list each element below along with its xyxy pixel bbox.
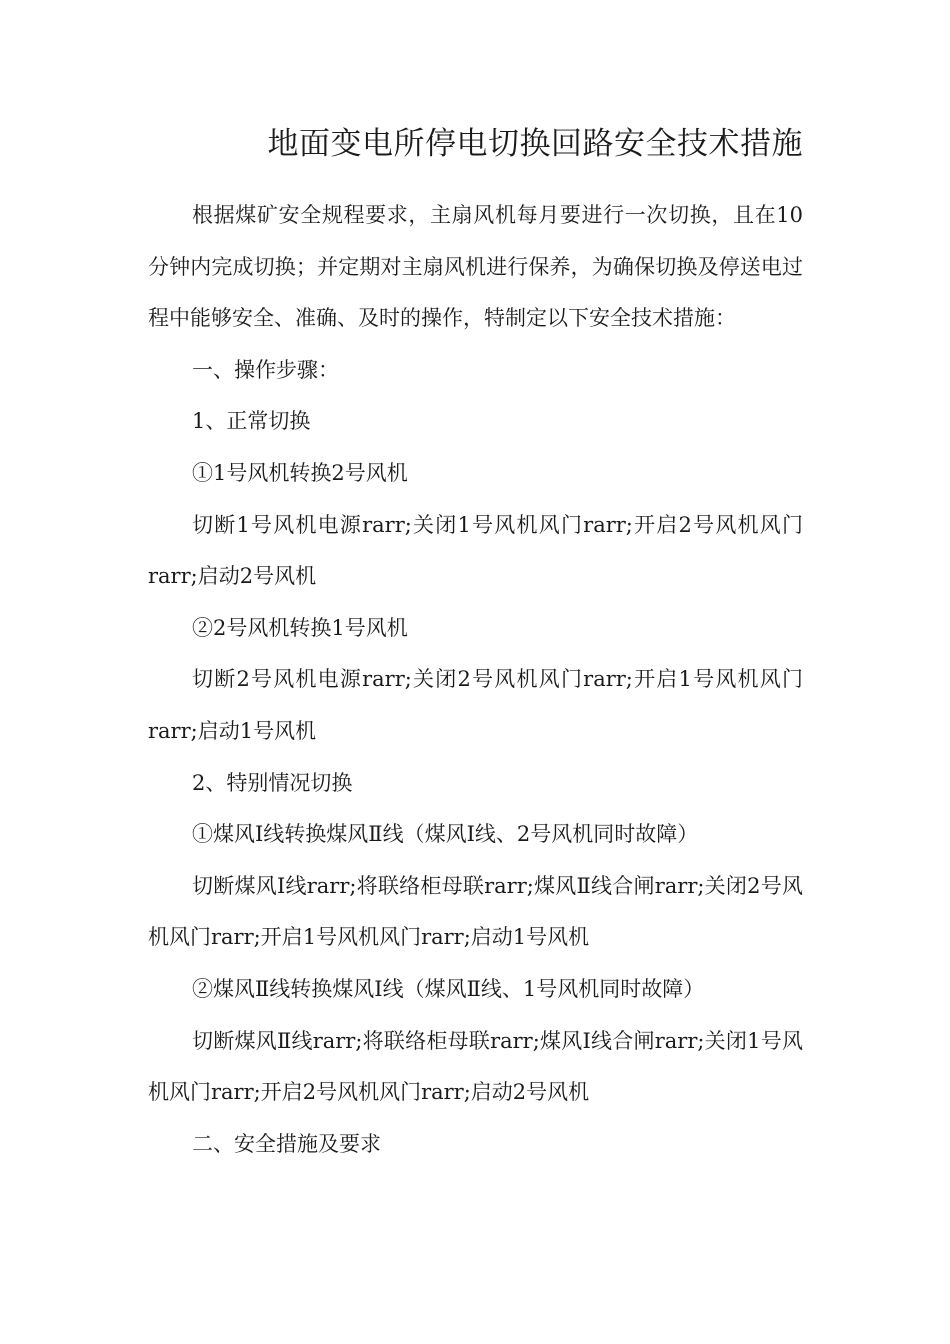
step-detail-line1-to-line2: 切断煤风Ⅰ线rarr;将联络柜母联rarr;煤风Ⅱ线合闸rarr;关闭2号风机风门rarr;开启1号风机风门rarr;启动1号风机 — [148, 873, 803, 950]
step-detail-fan2-to-fan1: 切断2号风机电源rarr;关闭2号风机风门rarr;开启1号风机风门rarr;启动1号风机 — [148, 667, 803, 743]
section-heading-operation-steps: 一、操作步骤： — [192, 357, 339, 382]
section-heading-safety-measures: 二、安全措施及要求 — [192, 1131, 381, 1156]
step-title-fan2-to-fan1: ②2号风机转换1号风机 — [192, 615, 408, 640]
document-title: 地面变电所停电切换回路安全技术措施 — [267, 126, 803, 162]
intro-paragraph: 根据煤矿安全规程要求，主扇风机每月要进行一次切换，且在10分钟内完成切换；并定期对主扇风机进行保养，为确保切换及停送电过程中能够安全、准确、及时的操作，特制定以下安全技术措施： — [148, 203, 803, 331]
step-title-fan1-to-fan2: ①1号风机转换2号风机 — [192, 460, 408, 485]
step-title-line2-to-line1: ②煤风Ⅱ线转换煤风Ⅰ线（煤风Ⅱ线、1号风机同时故障） — [192, 976, 705, 1001]
step-title-line1-to-line2: ①煤风Ⅰ线转换煤风Ⅱ线（煤风Ⅰ线、2号风机同时故障） — [192, 822, 699, 847]
document-body — [148, 190, 803, 1170]
step-detail-line2-to-line1: 切断煤风Ⅱ线rarr;将联络柜母联rarr;煤风Ⅰ线合闸rarr;关闭1号风机风门rarr;开启2号风机风门rarr;启动2号风机 — [148, 1028, 803, 1105]
subsection-heading-normal-switch: 1、正常切换 — [192, 409, 311, 434]
step-detail-fan1-to-fan2: 切断1号风机电源rarr;关闭1号风机风门rarr;开启2号风机风门rarr;启动2号风机 — [148, 512, 803, 589]
subsection-heading-special-switch: 2、特别情况切换 — [192, 770, 353, 795]
